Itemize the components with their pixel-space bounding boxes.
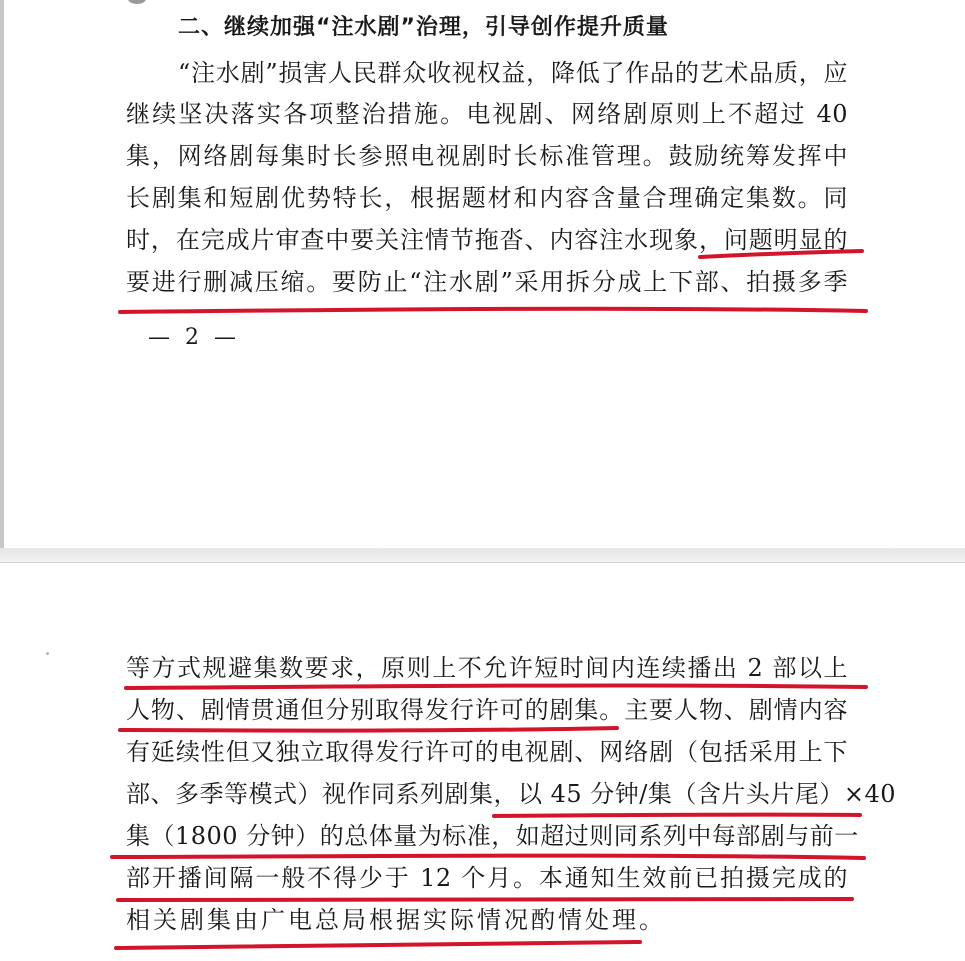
scan-dust-dot — [46, 652, 49, 655]
section-heading: 二、继续加强“注水剧”治理，引导创作提升质量 — [178, 15, 669, 40]
paragraph-line: 继续坚决落实各项整治措施。电视剧、网络剧原则上不超过 40 — [126, 100, 848, 128]
page-separator — [0, 548, 965, 562]
paragraph-line: 要进行删减压缩。要防止“注水剧”采用拆分成上下部、拍摄多季 — [126, 268, 848, 296]
paragraph-line: 集，网络剧每集时长参照电视剧时长标准管理。鼓励统筹发挥中 — [126, 142, 848, 170]
paragraph-line: 有延续性但又独立取得发行许可的电视剧、网络剧（包括采用上下 — [126, 738, 848, 766]
paragraph-line: 人物、剧情贯通但分别取得发行许可的剧集。主要人物、剧情内容 — [126, 696, 848, 724]
paragraph-line: 集（1800 分钟）的总体量为标准，如超过则同系列中每部剧与前一 — [126, 822, 859, 850]
paragraph-line: 部开播间隔一般不得少于 12 个月。本通知生效前已拍摄完成的 — [126, 864, 848, 892]
paragraph-line: 相关剧集由广电总局根据实际情况酌情处理。 — [126, 906, 666, 934]
page-number: — 2 — — [148, 325, 240, 350]
paragraph-line: “注水剧”损害人民群众收视权益，降低了作品的艺术品质，应 — [178, 59, 848, 87]
document-page-lower — [0, 562, 965, 961]
paragraph-line: 时，在完成片审查中要关注情节拖沓、内容注水现象，问题明显的 — [126, 226, 848, 254]
paragraph-line: 部、多季等模式）视作同系列剧集，以 45 分钟/集（含片头片尾）×40 — [126, 780, 897, 808]
paragraph-line: 长剧集和短剧优势特长，根据题材和内容含量合理确定集数。同 — [126, 184, 848, 212]
scan-artifact-mark — [128, 0, 146, 4]
paragraph-line: 等方式规避集数要求，原则上不允许短时间内连续播出 2 部以上 — [126, 654, 848, 682]
